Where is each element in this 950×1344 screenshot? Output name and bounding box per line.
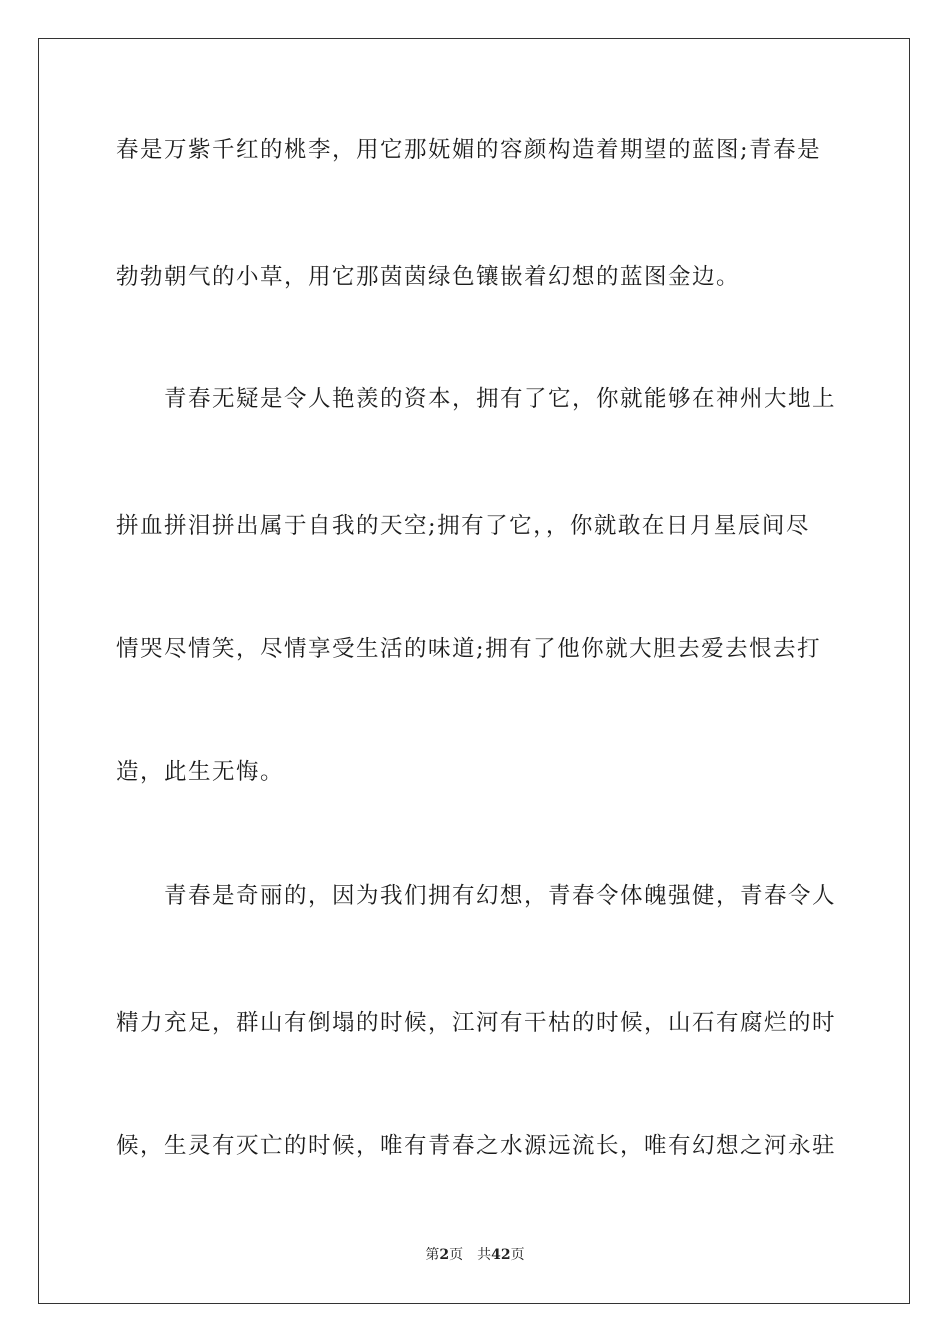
body-text-line-5: 情哭尽情笑，尽情享受生活的味道;拥有了他你就大胆去爱去恨去打 xyxy=(116,636,822,662)
page-label-prefix: 第 xyxy=(425,1247,440,1263)
body-text-line-1: 春是万紫千红的桃李，用它那妩媚的容颜构造着期望的蓝图;青春是 xyxy=(116,137,822,163)
page-border xyxy=(38,38,910,1304)
total-label-prefix: 共 xyxy=(477,1247,492,1263)
body-text-line-2: 勃勃朝气的小草，用它那茵茵绿色镶嵌着幻想的蓝图金边。 xyxy=(116,264,741,290)
page-label-suffix: 页 xyxy=(449,1247,464,1263)
current-page-number: 2 xyxy=(439,1247,450,1263)
body-text-line-7: 青春是奇丽的，因为我们拥有幻想，青春令体魄强健，青春令人 xyxy=(116,883,837,909)
body-text-line-6: 造，此生无悔。 xyxy=(116,759,285,785)
body-text-line-9: 候，生灵有灭亡的时候，唯有青春之水源远流长，唯有幻想之河永驻 xyxy=(116,1133,837,1159)
total-page-count: 42 xyxy=(491,1247,511,1263)
body-text-line-4: 拼血拼泪拼出属于自我的天空;拥有了它，，你就敢在日月星辰间尽 xyxy=(116,513,810,539)
page-footer xyxy=(0,1246,950,1264)
total-label-suffix: 页 xyxy=(510,1247,525,1263)
body-text-line-3: 青春无疑是令人艳羡的资本，拥有了它，你就能够在神州大地上 xyxy=(116,386,837,412)
body-text-line-8: 精力充足，群山有倒塌的时候，江河有干枯的时候，山石有腐烂的时 xyxy=(116,1010,837,1036)
